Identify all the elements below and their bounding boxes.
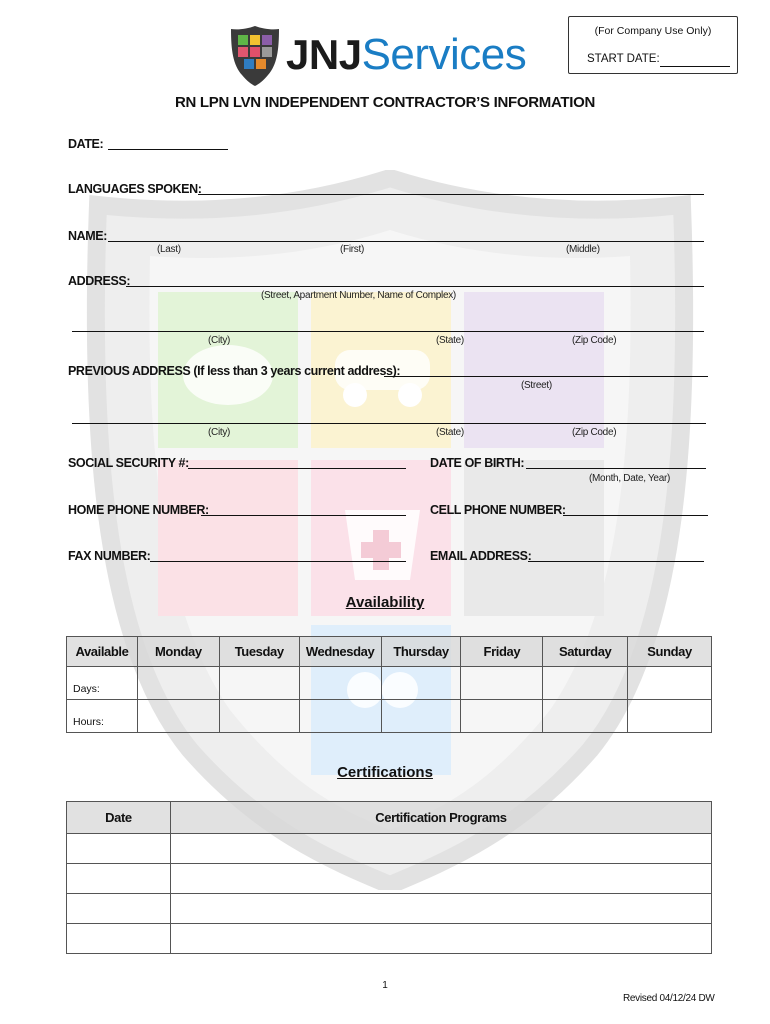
start-date-label: START DATE: [587, 53, 660, 65]
address-field[interactable] [126, 286, 704, 287]
languages-field[interactable] [198, 194, 704, 195]
certifications-header-programs: Certification Programs [170, 802, 711, 834]
availability-header-sunday: Sunday [628, 637, 712, 667]
date-label: DATE: [68, 137, 104, 151]
availability-title: Availability [345, 594, 425, 611]
home-phone-label: HOME PHONE NUMBER: [68, 503, 209, 517]
ssn-label: SOCIAL SECURITY #: [68, 456, 189, 470]
availability-cell[interactable] [543, 667, 628, 700]
certification-program-cell[interactable] [170, 894, 711, 924]
name-middle-hint: (Middle) [566, 244, 600, 255]
certifications-row [67, 834, 712, 864]
page-title: RN LPN LVN INDEPENDENT CONTRACTOR’S INFORMATION [174, 94, 596, 111]
certifications-row [67, 924, 712, 954]
cell-phone-field[interactable] [563, 515, 708, 516]
availability-header-monday: Monday [137, 637, 219, 667]
ssn-field[interactable] [188, 468, 406, 469]
name-first-hint: (First) [340, 244, 364, 255]
address-label: ADDRESS: [68, 274, 131, 288]
state-hint: (State) [436, 335, 464, 346]
languages-label: LANGUAGES SPOKEN: [68, 182, 202, 196]
certifications-table [66, 801, 712, 954]
availability-days-row [67, 667, 712, 700]
name-label: NAME: [68, 229, 107, 243]
certifications-row [67, 894, 712, 924]
certifications-header-row [67, 802, 712, 834]
certification-date-cell[interactable] [67, 834, 171, 864]
company-use-label: (For Company Use Only) [594, 25, 712, 37]
availability-cell[interactable] [137, 700, 219, 733]
city-hint: (City) [208, 335, 231, 346]
previous-address-label: PREVIOUS ADDRESS (If less than 3 years current address): [68, 364, 401, 378]
address-city-state-field[interactable] [72, 331, 704, 332]
availability-hours-label: Hours: [67, 700, 138, 733]
availability-header-wednesday: Wednesday [299, 637, 381, 667]
availability-cell[interactable] [628, 667, 712, 700]
availability-header-available: Available [67, 637, 138, 667]
availability-days-label: Days: [67, 667, 138, 700]
certification-program-cell[interactable] [170, 924, 711, 954]
previous-city-hint: (City) [208, 427, 231, 438]
dob-hint: (Month, Date, Year) [589, 473, 671, 484]
logo-brand-bold: JNJ [286, 31, 362, 78]
home-phone-field[interactable] [201, 515, 406, 516]
certification-date-cell[interactable] [67, 924, 171, 954]
availability-table [66, 636, 712, 733]
name-field[interactable] [108, 241, 704, 242]
zip-hint: (Zip Code) [572, 335, 617, 346]
availability-cell[interactable] [543, 700, 628, 733]
fax-field[interactable] [150, 561, 406, 562]
certification-date-cell[interactable] [67, 894, 171, 924]
page-number: 1 [382, 980, 388, 991]
date-field[interactable] [108, 149, 228, 150]
certifications-header-date: Date [67, 802, 171, 834]
availability-cell[interactable] [628, 700, 712, 733]
availability-cell[interactable] [299, 700, 381, 733]
availability-header-thursday: Thursday [381, 637, 461, 667]
certification-program-cell[interactable] [170, 834, 711, 864]
dob-field[interactable] [526, 468, 706, 469]
email-label: EMAIL ADDRESS: [430, 549, 532, 563]
certification-date-cell[interactable] [67, 864, 171, 894]
email-field[interactable] [528, 561, 704, 562]
fax-label: FAX NUMBER: [68, 549, 151, 563]
start-date-field[interactable] [660, 66, 730, 67]
availability-header-saturday: Saturday [543, 637, 628, 667]
previous-state-hint: (State) [436, 427, 464, 438]
company-use-box [568, 16, 738, 74]
name-last-hint: (Last) [157, 244, 181, 255]
previous-address-city-state-field[interactable] [72, 423, 706, 424]
availability-header-tuesday: Tuesday [219, 637, 299, 667]
availability-hours-row [67, 700, 712, 733]
availability-cell[interactable] [219, 667, 299, 700]
availability-cell[interactable] [381, 667, 461, 700]
certifications-row [67, 864, 712, 894]
jnj-shield-logo-icon [230, 25, 280, 87]
availability-cell[interactable] [137, 667, 219, 700]
availability-cell[interactable] [461, 667, 543, 700]
certification-program-cell[interactable] [170, 864, 711, 894]
street-hint: (Street) [521, 380, 552, 391]
availability-cell[interactable] [219, 700, 299, 733]
previous-zip-hint: (Zip Code) [572, 427, 617, 438]
company-logo-text [286, 30, 526, 80]
availability-header-row [67, 637, 712, 667]
previous-address-field[interactable] [384, 376, 708, 377]
availability-cell[interactable] [381, 700, 461, 733]
certifications-title: Certifications [337, 764, 433, 781]
cell-phone-label: CELL PHONE NUMBER: [430, 503, 566, 517]
address-hint: (Street, Apartment Number, Name of Complex) [261, 290, 456, 301]
revision-note: Revised 04/12/24 DW [623, 993, 715, 1004]
availability-cell[interactable] [461, 700, 543, 733]
availability-cell[interactable] [299, 667, 381, 700]
logo-brand-light: Services [361, 30, 527, 79]
dob-label: DATE OF BIRTH: [430, 456, 525, 470]
availability-header-friday: Friday [461, 637, 543, 667]
